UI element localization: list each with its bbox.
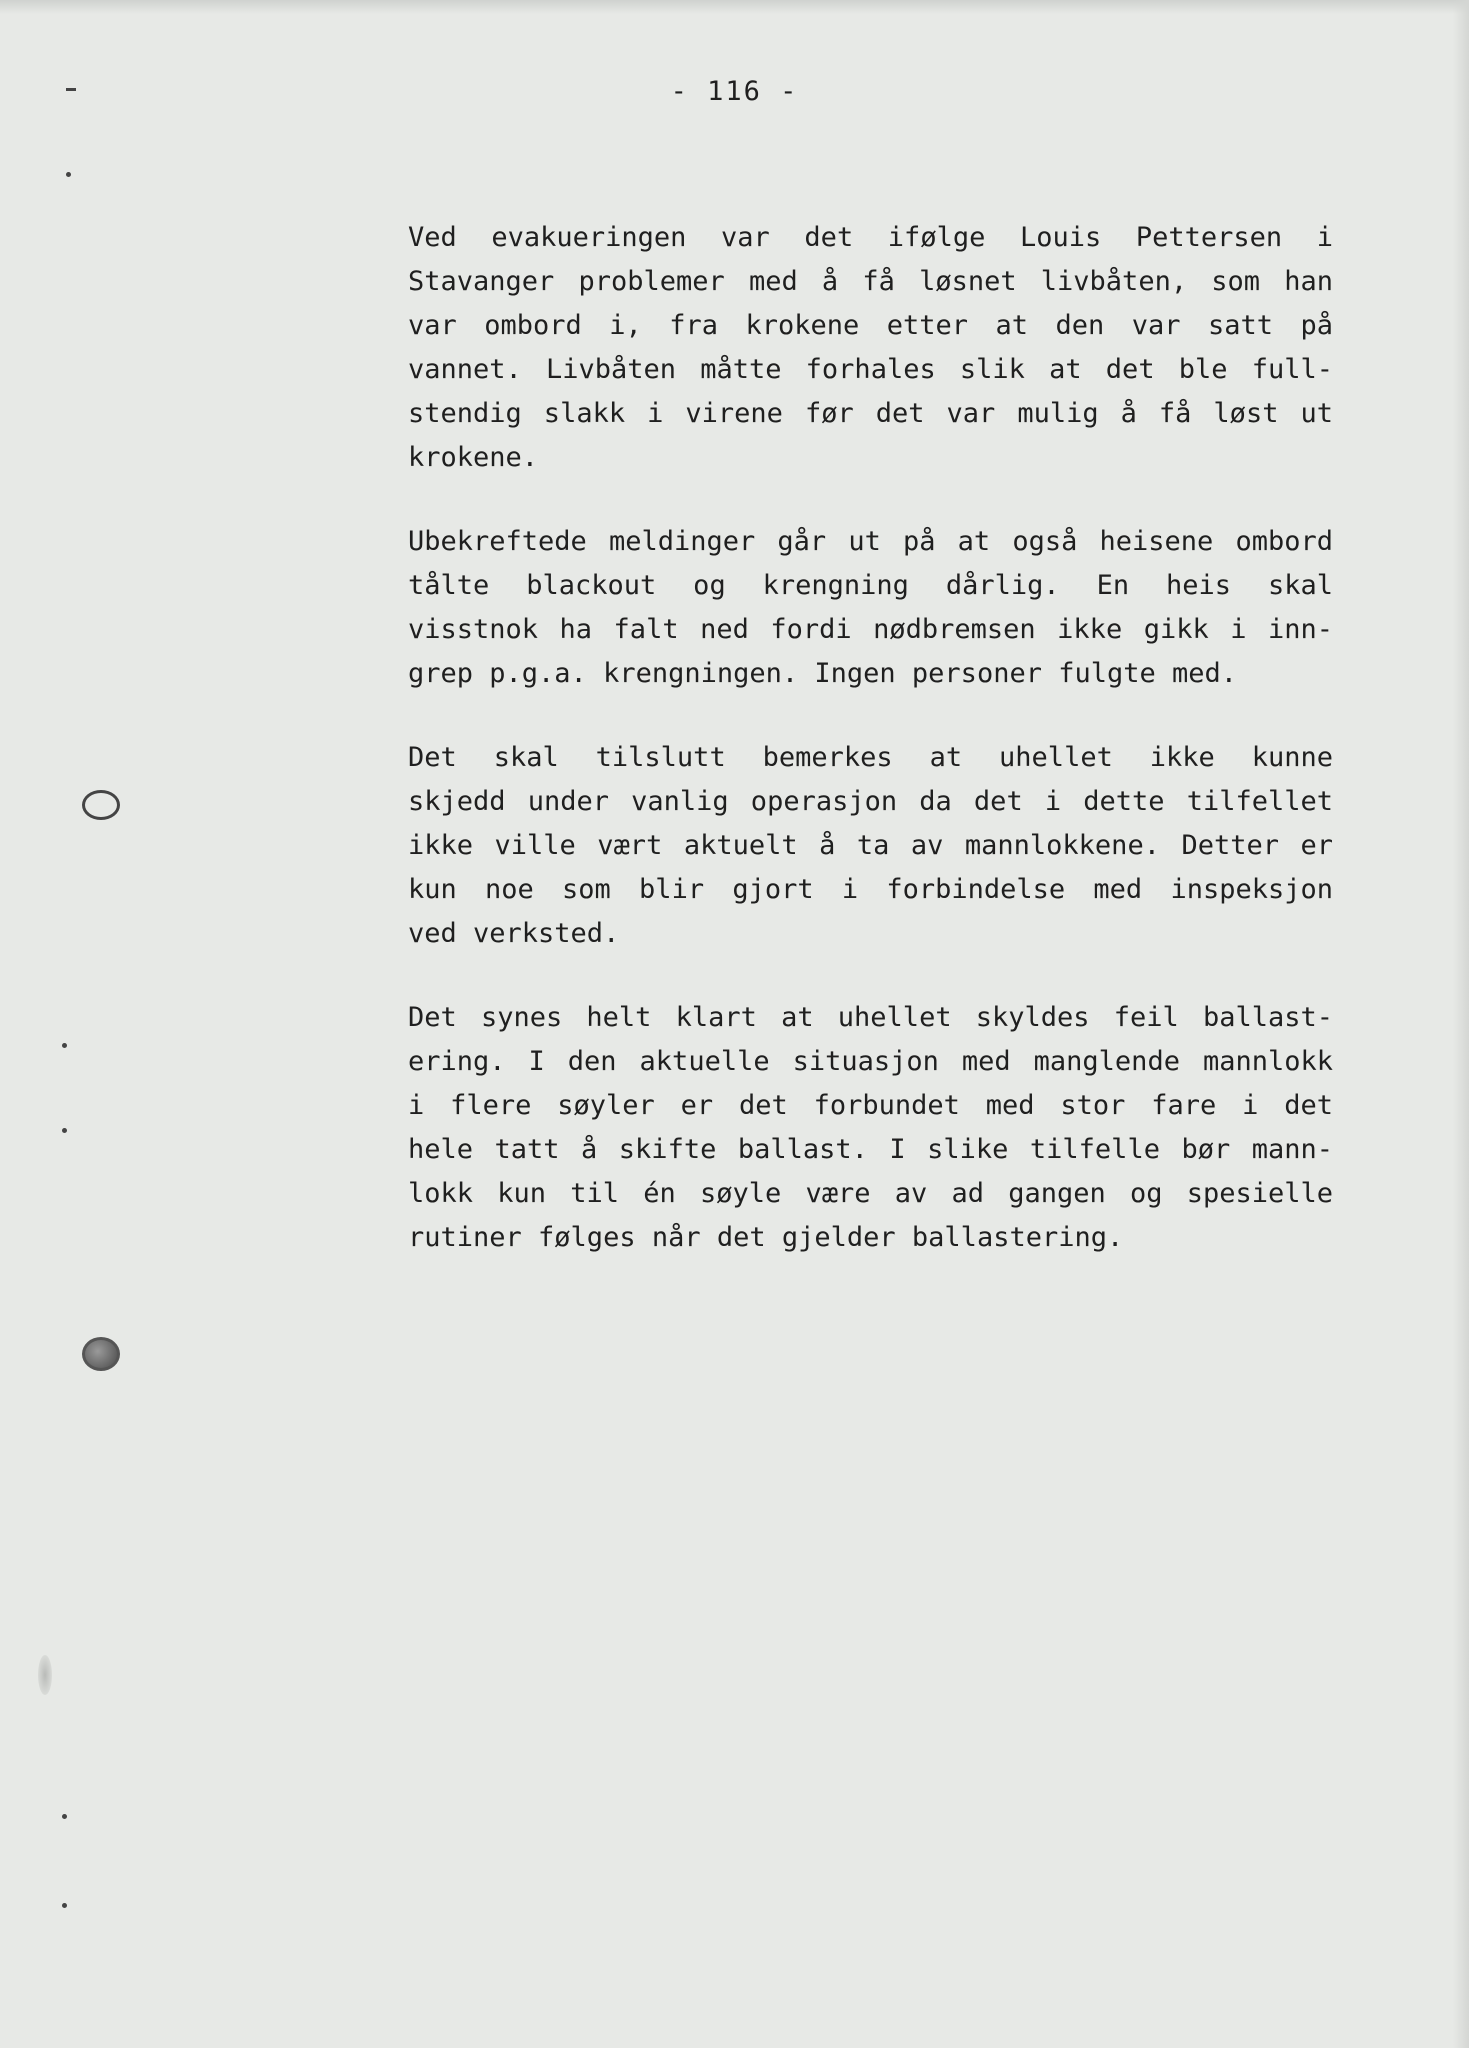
text-line: ikke ville vært aktuelt å ta av mannlokkene. Detter er xyxy=(408,830,1333,861)
margin-dot-mark xyxy=(66,172,71,177)
margin-dot-mark xyxy=(62,1814,67,1819)
text-line: Ubekreftede meldinger går ut på at også heisene ombord xyxy=(408,526,1333,557)
text-line: lokk kun til én søyle være av ad gangen og spesielle xyxy=(408,1178,1333,1209)
paragraph xyxy=(408,520,1333,696)
binder-hole-mark xyxy=(82,1337,120,1371)
text-line: ering. I den aktuelle situasjon med manglende mannlokk xyxy=(408,1046,1333,1077)
text-line: tålte blackout og krengning dårlig. En heis skal xyxy=(408,570,1333,601)
text-line: Ved evakueringen var det ifølge Louis Pettersen i xyxy=(408,222,1333,253)
text-line: krokene. xyxy=(408,442,539,473)
binder-hole-mark xyxy=(82,790,120,820)
text-line: var ombord i, fra krokene etter at den var satt på xyxy=(408,310,1333,341)
text-line: Det synes helt klart at uhellet skyldes feil ballast- xyxy=(408,1002,1333,1033)
text-line: vannet. Livbåten måtte forhales slik at det ble full- xyxy=(408,354,1333,385)
margin-dot-mark xyxy=(62,1043,67,1048)
page-number: - 116 - xyxy=(670,76,799,107)
scan-edge-right xyxy=(1453,0,1469,2048)
paragraph xyxy=(408,216,1333,480)
text-line: hele tatt å skifte ballast. I slike tilfelle bør mann- xyxy=(408,1134,1333,1165)
text-line: kun noe som blir gjort i forbindelse med inspeksjon xyxy=(408,874,1333,905)
body-text xyxy=(408,216,1333,1300)
scan-smudge xyxy=(38,1655,52,1695)
paragraph xyxy=(408,736,1333,956)
paragraph xyxy=(408,996,1333,1260)
text-line: stendig slakk i virene før det var mulig å få løst ut xyxy=(408,398,1333,429)
margin-dot-mark xyxy=(62,1128,67,1133)
text-line: skjedd under vanlig operasjon da det i dette tilfellet xyxy=(408,786,1333,817)
text-line: i flere søyler er det forbundet med stor fare i det xyxy=(408,1090,1333,1121)
text-line: rutiner følges når det gjelder ballastering. xyxy=(408,1222,1124,1253)
text-line: grep p.g.a. krengningen. Ingen personer fulgte med. xyxy=(408,658,1238,689)
text-line: ved verksted. xyxy=(408,918,620,949)
text-line: visstnok ha falt ned fordi nødbremsen ikke gikk i inn- xyxy=(408,614,1333,645)
scan-edge-top xyxy=(0,0,1469,14)
text-line: Det skal tilslutt bemerkes at uhellet ikke kunne xyxy=(408,742,1333,773)
text-line: Stavanger problemer med å få løsnet livbåten, som han xyxy=(408,266,1333,297)
margin-dot-mark xyxy=(62,1903,67,1908)
